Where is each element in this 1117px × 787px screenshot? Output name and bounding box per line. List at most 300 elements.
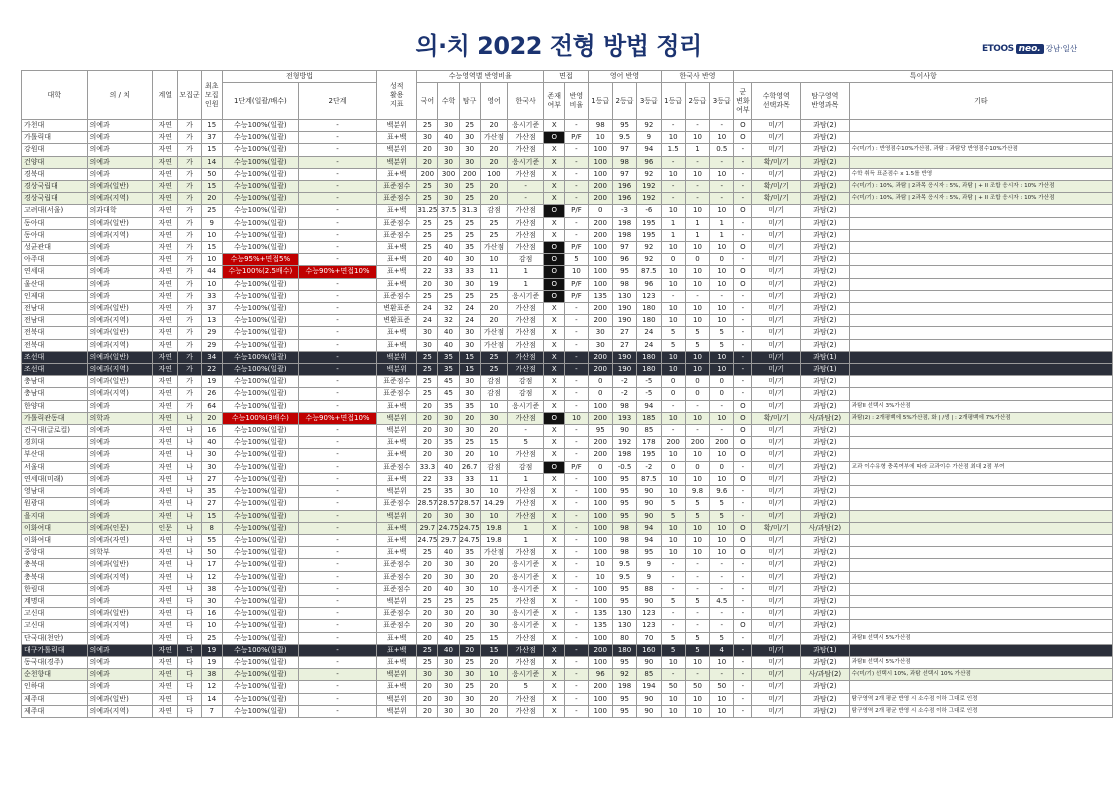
cell-hist-g2: - (685, 583, 709, 595)
cell-convert: O (734, 522, 752, 534)
cell-stage1: 수능100%(일괄) (222, 461, 298, 473)
cell-eng-g3: 192 (637, 193, 661, 205)
cell-group: 나 (178, 559, 201, 571)
cell-stage2: - (298, 437, 376, 449)
cell-hist: 1 (508, 278, 544, 290)
cell-math: 30 (438, 193, 459, 205)
cell-eng: 15 (480, 632, 507, 644)
table-row (22, 144, 1113, 156)
cell-group: 가 (178, 351, 201, 363)
cell-eng-g3: 85 (637, 669, 661, 681)
cell-univ: 건양대 (22, 156, 88, 168)
cell-inq-select: 과탐(2) (801, 705, 850, 717)
cell-etc: 수(미/기) : 10%, 과탐 | 2과목 응시자 : 5%, 과탐 | + II 조합 응시자 : 10% 가산점 (849, 193, 1112, 205)
cell-dept: 의예과 (87, 486, 153, 498)
cell-math-select: 미/기 (752, 278, 801, 290)
cell-hist: 응시기준 (508, 583, 544, 595)
cell-math-select: 미/기 (752, 254, 801, 266)
cell-etc (849, 376, 1112, 388)
cell-hist-g3: 10 (710, 534, 734, 546)
cell-hist-g1: - (661, 559, 685, 571)
cell-convert: O (734, 278, 752, 290)
cell-eng-g1: 96 (588, 669, 612, 681)
cell-eng: 10 (480, 254, 507, 266)
cell-math-select: 미/기 (752, 303, 801, 315)
cell-track: 자연 (153, 327, 178, 339)
cell-kor: 33.3 (417, 461, 438, 473)
cell-inq-select: 과탐(1) (801, 351, 850, 363)
cell-univ: 건국대(글로컬) (22, 425, 88, 437)
cell-stage2: - (298, 120, 376, 132)
cell-hist-g3: 10 (710, 449, 734, 461)
cell-quota: 15 (201, 120, 222, 132)
cell-math-select: 확/미/기 (752, 181, 801, 193)
cell-stage2: 수능90%+면접10% (298, 266, 376, 278)
cell-math: 33 (438, 473, 459, 485)
cell-inq-select: 과탐(2) (801, 144, 850, 156)
cell-hist: 응시기준 (508, 290, 544, 302)
table-row (22, 571, 1113, 583)
cell-track: 자연 (153, 595, 178, 607)
cell-stage2: - (298, 595, 376, 607)
cell-math: 40 (438, 583, 459, 595)
cell-quota: 30 (201, 449, 222, 461)
cell-track: 자연 (153, 425, 178, 437)
cell-eng: 20 (480, 681, 507, 693)
cell-hist-g1: 5 (661, 510, 685, 522)
table-row (22, 339, 1113, 351)
cell-stage1: 수능100%(3배수) (222, 412, 298, 424)
cell-stage1: 수능100%(일괄) (222, 315, 298, 327)
cell-etc (849, 486, 1112, 498)
cell-group: 가 (178, 339, 201, 351)
cell-hist: 1 (508, 473, 544, 485)
cell-hist-g2: 10 (685, 547, 709, 559)
cell-stage2: - (298, 193, 376, 205)
cell-convert: - (734, 376, 752, 388)
cell-stage1: 수능100%(일괄) (222, 364, 298, 376)
cell-stage2: - (298, 669, 376, 681)
cell-hist: - (508, 181, 544, 193)
cell-eng-g1: 135 (588, 608, 612, 620)
cell-quota: 10 (201, 620, 222, 632)
cell-dept: 의예과(지역) (87, 339, 153, 351)
cell-hist-g1: 10 (661, 132, 685, 144)
cell-track: 자연 (153, 534, 178, 546)
cell-stage1: 수능100%(일괄) (222, 229, 298, 241)
cell-hist-g1: 0 (661, 376, 685, 388)
cell-dept: 의예과 (87, 510, 153, 522)
cell-eng-g3: 195 (637, 449, 661, 461)
cell-hist: 응시기준 (508, 156, 544, 168)
cell-kor: 30 (417, 669, 438, 681)
cell-math: 32 (438, 315, 459, 327)
cell-hist: - (508, 193, 544, 205)
cell-math: 25 (438, 229, 459, 241)
header-special: 특이사항 (734, 71, 1113, 83)
cell-math: 24.75 (438, 522, 459, 534)
cell-stage1: 수능100%(일괄) (222, 400, 298, 412)
cell-track: 자연 (153, 449, 178, 461)
cell-score: 변환표준 (377, 303, 417, 315)
cell-univ: 을지대 (22, 510, 88, 522)
table-row (22, 132, 1113, 144)
cell-interview-exist: X (544, 534, 565, 546)
cell-eng-g3: 96 (637, 278, 661, 290)
cell-hist-g1: 10 (661, 534, 685, 546)
cell-quota: 7 (201, 705, 222, 717)
cell-hist-g2: 10 (685, 278, 709, 290)
cell-track: 자연 (153, 193, 178, 205)
cell-interview-exist: X (544, 608, 565, 620)
cell-inq: 30 (459, 376, 480, 388)
cell-stage1: 수능100%(일괄) (222, 205, 298, 217)
cell-quota: 10 (201, 278, 222, 290)
cell-hist: 응시기준 (508, 608, 544, 620)
cell-inq-select: 과탐(2) (801, 608, 850, 620)
cell-hist: 가산점 (508, 595, 544, 607)
cell-etc (849, 608, 1112, 620)
cell-quota: 29 (201, 327, 222, 339)
cell-kor: 25 (417, 229, 438, 241)
cell-quota: 26 (201, 388, 222, 400)
cell-eng: 20 (480, 193, 507, 205)
cell-eng: 20 (480, 181, 507, 193)
cell-stage2: - (298, 705, 376, 717)
cell-eng-g2: 180 (612, 644, 636, 656)
cell-etc (849, 449, 1112, 461)
cell-hist: 감점 (508, 388, 544, 400)
cell-math: 300 (438, 168, 459, 180)
cell-stage1: 수능100%(일괄) (222, 156, 298, 168)
cell-stage2: - (298, 144, 376, 156)
cell-kor: 25 (417, 547, 438, 559)
cell-eng-g1: 100 (588, 486, 612, 498)
cell-dept: 의예과(일반) (87, 608, 153, 620)
cell-interview-exist: X (544, 644, 565, 656)
cell-quota: 19 (201, 644, 222, 656)
cell-stage1: 수능100%(일괄) (222, 583, 298, 595)
table-row (22, 181, 1113, 193)
cell-interview-exist: O (544, 132, 565, 144)
cell-hist-g1: - (661, 669, 685, 681)
cell-quota: 30 (201, 461, 222, 473)
cell-eng-g2: 193 (612, 412, 636, 424)
cell-stage2: - (298, 559, 376, 571)
cell-hist-g3: 10 (710, 693, 734, 705)
cell-hist-g1: 5 (661, 327, 685, 339)
cell-kor: 20 (417, 571, 438, 583)
cell-inq: 25 (459, 681, 480, 693)
cell-math-select: 미/기 (752, 327, 801, 339)
cell-interview-ratio: - (565, 315, 588, 327)
cell-univ: 성균관대 (22, 242, 88, 254)
cell-eng: 20 (480, 156, 507, 168)
table-row (22, 681, 1113, 693)
cell-interview-ratio: - (565, 120, 588, 132)
cell-inq-select: 과탐(2) (801, 266, 850, 278)
header-hist: 한국사 (508, 83, 544, 120)
cell-math: 35 (438, 364, 459, 376)
cell-eng-g2: 98 (612, 156, 636, 168)
cell-group: 나 (178, 534, 201, 546)
table-row (22, 437, 1113, 449)
table-row (22, 156, 1113, 168)
cell-group: 가 (178, 120, 201, 132)
cell-univ: 경희대 (22, 437, 88, 449)
cell-eng-g1: 100 (588, 510, 612, 522)
cell-etc (849, 229, 1112, 241)
cell-convert: - (734, 644, 752, 656)
cell-interview-ratio: - (565, 181, 588, 193)
cell-track: 자연 (153, 571, 178, 583)
header-dept: 의 / 치 (87, 71, 153, 120)
cell-inq-select: 과탐(2) (801, 217, 850, 229)
cell-math: 30 (438, 510, 459, 522)
cell-hist-g3: 10 (710, 412, 734, 424)
cell-hist-g2: - (685, 571, 709, 583)
cell-inq-select: 과탐(2) (801, 473, 850, 485)
cell-track: 자연 (153, 278, 178, 290)
cell-kor: 25 (417, 193, 438, 205)
cell-dept: 의과대학 (87, 205, 153, 217)
cell-math: 40 (438, 644, 459, 656)
cell-kor: 22 (417, 473, 438, 485)
cell-math: 40 (438, 132, 459, 144)
cell-inq: 35 (459, 547, 480, 559)
cell-inq-select: 과탐(2) (801, 339, 850, 351)
cell-group: 가 (178, 315, 201, 327)
cell-stage1: 수능100%(일괄) (222, 303, 298, 315)
cell-score: 백분위 (377, 486, 417, 498)
header-score: 성적 활용 지표 (377, 71, 417, 120)
table-row (22, 193, 1113, 205)
cell-hist: 가산점 (508, 168, 544, 180)
cell-interview-exist: X (544, 144, 565, 156)
cell-hist-g2: - (685, 181, 709, 193)
cell-convert: O (734, 400, 752, 412)
cell-dept: 의예과 (87, 644, 153, 656)
cell-eng-g3: 180 (637, 351, 661, 363)
cell-dept: 의예과(지역) (87, 388, 153, 400)
cell-hist-g3: 10 (710, 656, 734, 668)
cell-eng: 20 (480, 315, 507, 327)
cell-hist-g2: 5 (685, 595, 709, 607)
cell-quota: 27 (201, 498, 222, 510)
cell-score: 표+백 (377, 449, 417, 461)
cell-score: 표+백 (377, 278, 417, 290)
cell-inq: 30 (459, 571, 480, 583)
cell-eng-g1: 200 (588, 364, 612, 376)
cell-interview-exist: X (544, 388, 565, 400)
cell-hist: 5 (508, 437, 544, 449)
cell-convert: O (734, 547, 752, 559)
cell-eng-g2: 190 (612, 364, 636, 376)
cell-interview-ratio: 10 (565, 266, 588, 278)
cell-group: 가 (178, 144, 201, 156)
cell-hist-g2: 1 (685, 217, 709, 229)
cell-dept: 의학과 (87, 412, 153, 424)
cell-inq-select: 과탐(1) (801, 364, 850, 376)
cell-kor: 25 (417, 486, 438, 498)
cell-eng-g1: 200 (588, 681, 612, 693)
cell-eng-g1: 200 (588, 449, 612, 461)
cell-eng-g2: 98 (612, 522, 636, 534)
cell-kor: 30 (417, 132, 438, 144)
cell-inq-select: 과탐(2) (801, 510, 850, 522)
cell-eng-g1: 10 (588, 132, 612, 144)
cell-hist-g2: - (685, 669, 709, 681)
cell-math-select: 확/미/기 (752, 193, 801, 205)
cell-interview-exist: X (544, 547, 565, 559)
cell-univ: 조선대 (22, 351, 88, 363)
cell-eng: 30 (480, 608, 507, 620)
cell-eng-g1: 200 (588, 437, 612, 449)
cell-convert: O (734, 266, 752, 278)
cell-quota: 13 (201, 315, 222, 327)
cell-eng: 19.8 (480, 522, 507, 534)
cell-stage1: 수능100%(일괄) (222, 132, 298, 144)
cell-dept: 의예과 (87, 168, 153, 180)
cell-math-select: 미/기 (752, 437, 801, 449)
cell-quota: 10 (201, 229, 222, 241)
cell-score: 표준점수 (377, 583, 417, 595)
cell-inq-select: 과탐(2) (801, 229, 850, 241)
cell-eng-g1: 100 (588, 632, 612, 644)
cell-interview-exist: X (544, 168, 565, 180)
cell-hist-g2: 5 (685, 327, 709, 339)
cell-eng: 10 (480, 486, 507, 498)
cell-hist-g3: 10 (710, 266, 734, 278)
cell-score: 백분위 (377, 364, 417, 376)
header-convert: 군 변화 여부 (734, 83, 752, 120)
cell-score: 표+백 (377, 327, 417, 339)
cell-interview-ratio: - (565, 364, 588, 376)
cell-stage1: 수능100%(일괄) (222, 120, 298, 132)
cell-track: 자연 (153, 217, 178, 229)
cell-eng: 감점 (480, 461, 507, 473)
cell-stage1: 수능100%(일괄) (222, 693, 298, 705)
cell-quota: 44 (201, 266, 222, 278)
cell-kor: 25 (417, 290, 438, 302)
cell-inq: 20 (459, 620, 480, 632)
cell-math: 40 (438, 632, 459, 644)
cell-eng-g3: 90 (637, 498, 661, 510)
cell-interview-exist: X (544, 620, 565, 632)
cell-etc (849, 547, 1112, 559)
cell-eng: 가산점 (480, 132, 507, 144)
cell-hist-g1: 1 (661, 229, 685, 241)
cell-univ: 가천대 (22, 120, 88, 132)
cell-math-select: 미/기 (752, 534, 801, 546)
cell-math-select: 확/미/기 (752, 156, 801, 168)
cell-inq-select: 과탐(2) (801, 486, 850, 498)
cell-kor: 31.25 (417, 205, 438, 217)
cell-eng-g1: 0 (588, 388, 612, 400)
cell-hist-g2: 10 (685, 693, 709, 705)
cell-eng-g2: 98 (612, 534, 636, 546)
cell-convert: O (734, 473, 752, 485)
cell-stage2: - (298, 473, 376, 485)
cell-math-select: 미/기 (752, 510, 801, 522)
cell-eng-g1: 100 (588, 156, 612, 168)
cell-quota: 27 (201, 473, 222, 485)
cell-track: 자연 (153, 303, 178, 315)
cell-math: 30 (438, 669, 459, 681)
cell-hist-g3: 10 (710, 705, 734, 717)
cell-interview-ratio: - (565, 376, 588, 388)
cell-interview-ratio: - (565, 620, 588, 632)
cell-etc: 과탐(2) : 2개평백에 5%가산점, 화 | /생 | : 2개평백에 7%가산점 (849, 412, 1112, 424)
cell-convert: O (734, 412, 752, 424)
cell-inq: 24.75 (459, 534, 480, 546)
cell-inq-select: 과탐(2) (801, 693, 850, 705)
cell-hist-g3: 5 (710, 510, 734, 522)
cell-hist: 응시기준 (508, 559, 544, 571)
cell-score: 표+백 (377, 242, 417, 254)
cell-hist-g3: 1 (710, 229, 734, 241)
cell-stage2: - (298, 327, 376, 339)
cell-group: 나 (178, 571, 201, 583)
cell-hist-g2: 0 (685, 254, 709, 266)
table-row (22, 632, 1113, 644)
cell-hist-g2: - (685, 120, 709, 132)
cell-inq: 30 (459, 510, 480, 522)
cell-inq: 30 (459, 278, 480, 290)
cell-eng-g1: 135 (588, 620, 612, 632)
cell-eng-g2: 92 (612, 669, 636, 681)
header-h3: 3등급 (710, 83, 734, 120)
cell-convert: - (734, 254, 752, 266)
table-row (22, 620, 1113, 632)
cell-hist-g3: 10 (710, 242, 734, 254)
cell-math: 25 (438, 595, 459, 607)
cell-math-select: 미/기 (752, 559, 801, 571)
cell-eng-g2: 97 (612, 144, 636, 156)
cell-etc (849, 156, 1112, 168)
cell-group: 가 (178, 364, 201, 376)
cell-univ: 강원대 (22, 144, 88, 156)
cell-inq: 25 (459, 290, 480, 302)
cell-inq: 25 (459, 120, 480, 132)
cell-eng-g3: 92 (637, 168, 661, 180)
cell-group: 가 (178, 242, 201, 254)
cell-score: 표+백 (377, 339, 417, 351)
cell-univ: 전북대 (22, 339, 88, 351)
cell-hist: 응시기준 (508, 400, 544, 412)
cell-stage2: - (298, 339, 376, 351)
header-e1: 1등급 (588, 83, 612, 120)
cell-inq-select: 과탐(2) (801, 388, 850, 400)
cell-math-select: 미/기 (752, 217, 801, 229)
cell-dept: 의예과 (87, 266, 153, 278)
cell-score: 표+백 (377, 644, 417, 656)
cell-interview-exist: X (544, 181, 565, 193)
cell-hist-g2: 10 (685, 522, 709, 534)
cell-interview-ratio: 10 (565, 412, 588, 424)
cell-stage1: 수능100%(일괄) (222, 339, 298, 351)
admission-table (21, 70, 1113, 718)
cell-etc: 수(미/기) : 10%, 과탐 | 2과목 응시자 : 5%, 과탐 | + II 조합 응시자 : 10% 가산점 (849, 181, 1112, 193)
cell-interview-exist: X (544, 376, 565, 388)
cell-math-select: 미/기 (752, 705, 801, 717)
header-group: 모집군 (178, 71, 201, 120)
cell-eng: 100 (480, 168, 507, 180)
cell-stage1: 수능100%(일괄) (222, 181, 298, 193)
cell-eng-g2: 198 (612, 681, 636, 693)
cell-inq: 20 (459, 449, 480, 461)
cell-stage2: - (298, 205, 376, 217)
